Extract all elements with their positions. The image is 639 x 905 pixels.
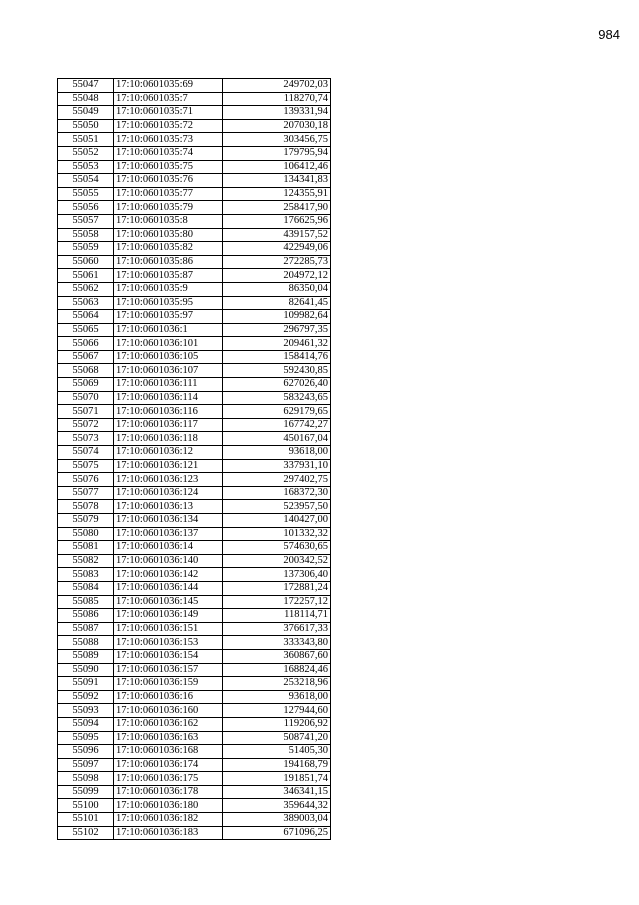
cadastral-value: 82641,45 bbox=[223, 296, 331, 310]
cadastral-value: 523957,50 bbox=[223, 500, 331, 514]
row-number: 55098 bbox=[58, 772, 114, 786]
cadastral-value: 172881,24 bbox=[223, 581, 331, 595]
table-row bbox=[58, 364, 331, 378]
cadastral-value: 583243,65 bbox=[223, 391, 331, 405]
row-number: 55066 bbox=[58, 337, 114, 351]
cadastral-number: 17:10:0601036:160 bbox=[114, 704, 223, 718]
cadastral-number: 17:10:0601036:114 bbox=[114, 391, 223, 405]
row-number: 55048 bbox=[58, 92, 114, 106]
table-row bbox=[58, 79, 331, 93]
row-number: 55097 bbox=[58, 758, 114, 772]
table-row bbox=[58, 704, 331, 718]
table-row bbox=[58, 282, 331, 296]
cadastral-number: 17:10:0601036:142 bbox=[114, 568, 223, 582]
cadastral-number: 17:10:0601036:121 bbox=[114, 459, 223, 473]
table-row bbox=[58, 405, 331, 419]
table-row bbox=[58, 500, 331, 514]
row-number: 55085 bbox=[58, 595, 114, 609]
table-body bbox=[58, 79, 331, 840]
table-row bbox=[58, 595, 331, 609]
row-number: 55049 bbox=[58, 106, 114, 120]
cadastral-value: 359644,32 bbox=[223, 799, 331, 813]
table-row bbox=[58, 514, 331, 528]
row-number: 55093 bbox=[58, 704, 114, 718]
table-row bbox=[58, 214, 331, 228]
cadastral-value: 93618,00 bbox=[223, 690, 331, 704]
row-number: 55057 bbox=[58, 214, 114, 228]
row-number: 55056 bbox=[58, 201, 114, 215]
cadastral-value: 168824,46 bbox=[223, 663, 331, 677]
cadastral-value: 86350,04 bbox=[223, 282, 331, 296]
cadastral-value: 118114,71 bbox=[223, 609, 331, 623]
cadastral-value: 119206,92 bbox=[223, 717, 331, 731]
cadastral-number: 17:10:0601036:174 bbox=[114, 758, 223, 772]
cadastral-value: 167742,27 bbox=[223, 418, 331, 432]
cadastral-value: 258417,90 bbox=[223, 201, 331, 215]
row-number: 55081 bbox=[58, 541, 114, 555]
cadastral-value: 101332,32 bbox=[223, 527, 331, 541]
cadastral-value: 176625,96 bbox=[223, 214, 331, 228]
cadastral-number: 17:10:0601036:118 bbox=[114, 432, 223, 446]
row-number: 55099 bbox=[58, 785, 114, 799]
cadastral-number: 17:10:0601036:151 bbox=[114, 622, 223, 636]
cadastral-value: 51405,30 bbox=[223, 745, 331, 759]
row-number: 55100 bbox=[58, 799, 114, 813]
cadastral-number: 17:10:0601036:12 bbox=[114, 446, 223, 460]
row-number: 55091 bbox=[58, 677, 114, 691]
cadastral-value: 439157,52 bbox=[223, 228, 331, 242]
cadastral-number: 17:10:0601035:86 bbox=[114, 255, 223, 269]
row-number: 55050 bbox=[58, 119, 114, 133]
table-row bbox=[58, 785, 331, 799]
cadastral-value: 253218,96 bbox=[223, 677, 331, 691]
table-row bbox=[58, 677, 331, 691]
cadastral-number: 17:10:0601036:175 bbox=[114, 772, 223, 786]
cadastral-number: 17:10:0601036:111 bbox=[114, 378, 223, 392]
table-row bbox=[58, 378, 331, 392]
cadastral-number: 17:10:0601036:162 bbox=[114, 717, 223, 731]
row-number: 55054 bbox=[58, 174, 114, 188]
cadastral-value: 450167,04 bbox=[223, 432, 331, 446]
cadastral-value: 249702,03 bbox=[223, 79, 331, 93]
cadastral-number: 17:10:0601036:145 bbox=[114, 595, 223, 609]
cadastral-number: 17:10:0601036:101 bbox=[114, 337, 223, 351]
cadastral-number: 17:10:0601036:144 bbox=[114, 581, 223, 595]
cadastral-value: 158414,76 bbox=[223, 350, 331, 364]
table-row bbox=[58, 745, 331, 759]
cadastral-value: 93618,00 bbox=[223, 446, 331, 460]
cadastral-number: 17:10:0601036:178 bbox=[114, 785, 223, 799]
table-row bbox=[58, 418, 331, 432]
row-number: 55073 bbox=[58, 432, 114, 446]
cadastral-number: 17:10:0601036:159 bbox=[114, 677, 223, 691]
table-row bbox=[58, 581, 331, 595]
cadastral-value: 346341,15 bbox=[223, 785, 331, 799]
row-number: 55083 bbox=[58, 568, 114, 582]
row-number: 55065 bbox=[58, 323, 114, 337]
row-number: 55086 bbox=[58, 609, 114, 623]
row-number: 55078 bbox=[58, 500, 114, 514]
cadastral-value: 139331,94 bbox=[223, 106, 331, 120]
table-row bbox=[58, 174, 331, 188]
row-number: 55076 bbox=[58, 473, 114, 487]
row-number: 55067 bbox=[58, 350, 114, 364]
table-row bbox=[58, 255, 331, 269]
cadastral-number: 17:10:0601036:105 bbox=[114, 350, 223, 364]
cadastral-value: 191851,74 bbox=[223, 772, 331, 786]
cadastral-value: 337931,10 bbox=[223, 459, 331, 473]
cadastral-number: 17:10:0601036:14 bbox=[114, 541, 223, 555]
cadastral-number: 17:10:0601035:75 bbox=[114, 160, 223, 174]
table-row bbox=[58, 310, 331, 324]
cadastral-value: 389003,04 bbox=[223, 813, 331, 827]
cadastral-value: 172257,12 bbox=[223, 595, 331, 609]
table-row bbox=[58, 731, 331, 745]
cadastral-value: 303456,75 bbox=[223, 133, 331, 147]
cadastral-value: 140427,00 bbox=[223, 514, 331, 528]
cadastral-number: 17:10:0601036:183 bbox=[114, 826, 223, 840]
table-row bbox=[58, 323, 331, 337]
cadastral-number: 17:10:0601036:163 bbox=[114, 731, 223, 745]
cadastral-value: 297402,75 bbox=[223, 473, 331, 487]
row-number: 55077 bbox=[58, 486, 114, 500]
row-number: 55101 bbox=[58, 813, 114, 827]
table-row bbox=[58, 717, 331, 731]
cadastral-number: 17:10:0601036:116 bbox=[114, 405, 223, 419]
table-row bbox=[58, 337, 331, 351]
table-row bbox=[58, 133, 331, 147]
row-number: 55059 bbox=[58, 242, 114, 256]
cadastral-number: 17:10:0601035:76 bbox=[114, 174, 223, 188]
cadastral-number: 17:10:0601036:13 bbox=[114, 500, 223, 514]
table-row bbox=[58, 636, 331, 650]
cadastral-value: 118270,74 bbox=[223, 92, 331, 106]
row-number: 55062 bbox=[58, 282, 114, 296]
cadastral-number: 17:10:0601036:1 bbox=[114, 323, 223, 337]
row-number: 55053 bbox=[58, 160, 114, 174]
cadastral-value: 106412,46 bbox=[223, 160, 331, 174]
cadastral-number: 17:10:0601036:168 bbox=[114, 745, 223, 759]
cadastral-value: 592430,85 bbox=[223, 364, 331, 378]
cadastral-number: 17:10:0601035:71 bbox=[114, 106, 223, 120]
table-row bbox=[58, 119, 331, 133]
table-row bbox=[58, 609, 331, 623]
cadastral-number: 17:10:0601035:69 bbox=[114, 79, 223, 93]
cadastral-value-table bbox=[57, 78, 331, 840]
cadastral-number: 17:10:0601036:180 bbox=[114, 799, 223, 813]
row-number: 55079 bbox=[58, 514, 114, 528]
table-row bbox=[58, 826, 331, 840]
cadastral-number: 17:10:0601035:82 bbox=[114, 242, 223, 256]
cadastral-number: 17:10:0601036:16 bbox=[114, 690, 223, 704]
row-number: 55072 bbox=[58, 418, 114, 432]
row-number: 55055 bbox=[58, 187, 114, 201]
cadastral-value: 137306,40 bbox=[223, 568, 331, 582]
row-number: 55069 bbox=[58, 378, 114, 392]
cadastral-value: 209461,32 bbox=[223, 337, 331, 351]
table-row bbox=[58, 446, 331, 460]
row-number: 55080 bbox=[58, 527, 114, 541]
table-row bbox=[58, 554, 331, 568]
row-number: 55084 bbox=[58, 581, 114, 595]
cadastral-value: 168372,30 bbox=[223, 486, 331, 500]
cadastral-value: 124355,91 bbox=[223, 187, 331, 201]
cadastral-number: 17:10:0601036:117 bbox=[114, 418, 223, 432]
table-row bbox=[58, 758, 331, 772]
table-row bbox=[58, 459, 331, 473]
row-number: 55082 bbox=[58, 554, 114, 568]
row-number: 55068 bbox=[58, 364, 114, 378]
cadastral-value: 127944,60 bbox=[223, 704, 331, 718]
row-number: 55051 bbox=[58, 133, 114, 147]
cadastral-value: 627026,40 bbox=[223, 378, 331, 392]
table-row bbox=[58, 201, 331, 215]
table-row bbox=[58, 269, 331, 283]
cadastral-value: 296797,35 bbox=[223, 323, 331, 337]
cadastral-number: 17:10:0601035:80 bbox=[114, 228, 223, 242]
cadastral-value: 508741,20 bbox=[223, 731, 331, 745]
row-number: 55058 bbox=[58, 228, 114, 242]
cadastral-value: 574630,65 bbox=[223, 541, 331, 555]
table-row bbox=[58, 663, 331, 677]
table-row bbox=[58, 473, 331, 487]
row-number: 55094 bbox=[58, 717, 114, 731]
page-number: 984 bbox=[598, 27, 620, 42]
table-row bbox=[58, 242, 331, 256]
cadastral-value: 360867,60 bbox=[223, 649, 331, 663]
table-row bbox=[58, 106, 331, 120]
row-number: 55052 bbox=[58, 146, 114, 160]
cadastral-value: 333343,80 bbox=[223, 636, 331, 650]
row-number: 55096 bbox=[58, 745, 114, 759]
cadastral-number: 17:10:0601035:7 bbox=[114, 92, 223, 106]
cadastral-value: 179795,94 bbox=[223, 146, 331, 160]
cadastral-value: 272285,73 bbox=[223, 255, 331, 269]
table-row bbox=[58, 772, 331, 786]
cadastral-number: 17:10:0601036:182 bbox=[114, 813, 223, 827]
table-row bbox=[58, 813, 331, 827]
table-row bbox=[58, 391, 331, 405]
table-row bbox=[58, 92, 331, 106]
row-number: 55087 bbox=[58, 622, 114, 636]
row-number: 55063 bbox=[58, 296, 114, 310]
cadastral-number: 17:10:0601036:153 bbox=[114, 636, 223, 650]
table-row bbox=[58, 486, 331, 500]
table-row bbox=[58, 160, 331, 174]
cadastral-number: 17:10:0601036:154 bbox=[114, 649, 223, 663]
row-number: 55092 bbox=[58, 690, 114, 704]
table-row bbox=[58, 541, 331, 555]
cadastral-value: 629179,65 bbox=[223, 405, 331, 419]
row-number: 55070 bbox=[58, 391, 114, 405]
row-number: 55089 bbox=[58, 649, 114, 663]
cadastral-number: 17:10:0601035:87 bbox=[114, 269, 223, 283]
table-row bbox=[58, 187, 331, 201]
cadastral-number: 17:10:0601035:74 bbox=[114, 146, 223, 160]
cadastral-number: 17:10:0601035:95 bbox=[114, 296, 223, 310]
row-number: 55061 bbox=[58, 269, 114, 283]
table-row bbox=[58, 568, 331, 582]
table-row bbox=[58, 432, 331, 446]
cadastral-number: 17:10:0601036:123 bbox=[114, 473, 223, 487]
row-number: 55095 bbox=[58, 731, 114, 745]
table-row bbox=[58, 228, 331, 242]
table-row bbox=[58, 690, 331, 704]
table-row bbox=[58, 622, 331, 636]
cadastral-value: 109982,64 bbox=[223, 310, 331, 324]
cadastral-number: 17:10:0601035:77 bbox=[114, 187, 223, 201]
cadastral-number: 17:10:0601036:134 bbox=[114, 514, 223, 528]
cadastral-number: 17:10:0601035:72 bbox=[114, 119, 223, 133]
cadastral-value: 194168,79 bbox=[223, 758, 331, 772]
cadastral-number: 17:10:0601036:124 bbox=[114, 486, 223, 500]
cadastral-number: 17:10:0601035:79 bbox=[114, 201, 223, 215]
table-row bbox=[58, 649, 331, 663]
cadastral-number: 17:10:0601036:157 bbox=[114, 663, 223, 677]
cadastral-value: 422949,06 bbox=[223, 242, 331, 256]
cadastral-number: 17:10:0601036:149 bbox=[114, 609, 223, 623]
cadastral-value: 204972,12 bbox=[223, 269, 331, 283]
cadastral-value: 200342,52 bbox=[223, 554, 331, 568]
row-number: 55074 bbox=[58, 446, 114, 460]
cadastral-number: 17:10:0601036:137 bbox=[114, 527, 223, 541]
cadastral-value: 134341,83 bbox=[223, 174, 331, 188]
row-number: 55047 bbox=[58, 79, 114, 93]
cadastral-number: 17:10:0601035:97 bbox=[114, 310, 223, 324]
row-number: 55102 bbox=[58, 826, 114, 840]
cadastral-number: 17:10:0601036:140 bbox=[114, 554, 223, 568]
cadastral-number: 17:10:0601035:8 bbox=[114, 214, 223, 228]
table-row bbox=[58, 350, 331, 364]
cadastral-number: 17:10:0601035:73 bbox=[114, 133, 223, 147]
row-number: 55064 bbox=[58, 310, 114, 324]
table-row bbox=[58, 799, 331, 813]
cadastral-number: 17:10:0601035:9 bbox=[114, 282, 223, 296]
row-number: 55075 bbox=[58, 459, 114, 473]
cadastral-value: 207030,18 bbox=[223, 119, 331, 133]
cadastral-value: 376617,33 bbox=[223, 622, 331, 636]
row-number: 55060 bbox=[58, 255, 114, 269]
table-row bbox=[58, 527, 331, 541]
row-number: 55071 bbox=[58, 405, 114, 419]
table-row bbox=[58, 296, 331, 310]
row-number: 55090 bbox=[58, 663, 114, 677]
row-number: 55088 bbox=[58, 636, 114, 650]
cadastral-value: 671096,25 bbox=[223, 826, 331, 840]
table-row bbox=[58, 146, 331, 160]
cadastral-number: 17:10:0601036:107 bbox=[114, 364, 223, 378]
